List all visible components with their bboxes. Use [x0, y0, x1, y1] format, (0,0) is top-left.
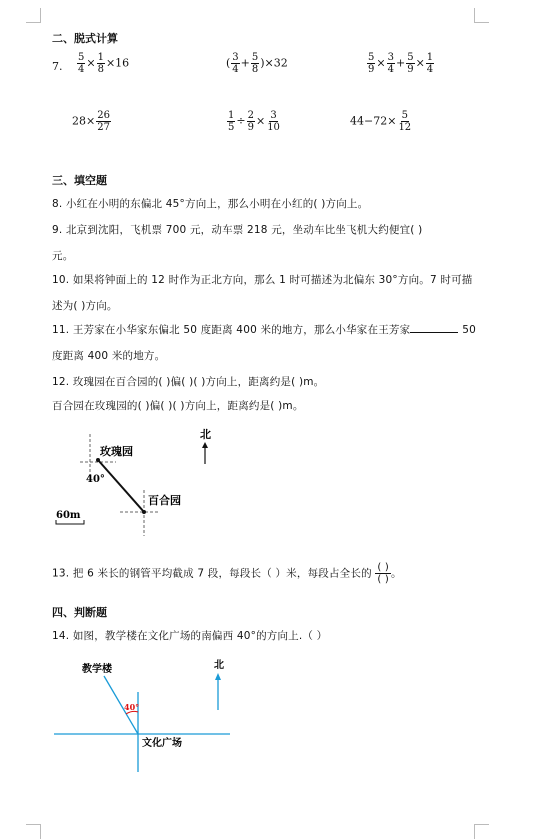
expression-4: 28× $\frac{26}{27}$: [72, 110, 110, 133]
crop-mark: [26, 8, 41, 23]
question-11-line1: 11. 王芳家在小华家东偏北 50 度距离 400 米的地方，那么小华家在王芳家 50: [52, 324, 477, 336]
question-11-line2: 度距离 400 米的地方。: [52, 350, 166, 362]
question-12-line1: 12. 玫瑰园在百合园的( )偏( )( )方向上，距离约是( )m。: [52, 376, 325, 388]
label-plaza: 文化广场: [142, 738, 182, 749]
question-number: 7.: [52, 60, 63, 73]
north-arrow-head: [215, 673, 221, 680]
label-angle: 40°: [86, 474, 105, 485]
figure-12: [52, 420, 222, 540]
label-rose: 玫瑰园: [100, 445, 133, 458]
question-13: 13. 把 6 米长的钢管平均截成 7 段，每段长（ ）米，每段占全长的 $\frac{( )}{( )}$ 。: [52, 562, 402, 585]
section-title: 三、填空题: [52, 174, 107, 187]
expression-3: $\frac{5}{9}$ × $\frac{3}{4}$ + $\frac{5}{9}$ × $\frac{1}{4}$: [368, 52, 434, 75]
section-title: 二、脱式计算: [52, 32, 118, 45]
label-angle: 40°: [124, 702, 140, 712]
crop-mark: [26, 824, 41, 839]
rose-point: [96, 458, 100, 462]
expression-1: $\frac{5}{4}$ × $\frac{1}{8}$ ×16: [78, 52, 130, 75]
expression-2: ( $\frac{3}{4}$ + $\frac{5}{8}$ )×32: [226, 52, 288, 75]
question-10-line1: 10. 如果将钟面上的 12 时作为正北方向，那么 1 时可描述为北偏东 30°方向。7 时可描: [52, 274, 473, 286]
answer-blank[interactable]: [410, 332, 458, 333]
crop-mark: [474, 8, 489, 23]
expression-5: $\frac{1}{5}$ ÷ $\frac{2}{9}$ × $\frac{3}{10}$: [228, 110, 280, 133]
section-title: 四、判断题: [52, 606, 107, 619]
label-lily: 百合园: [148, 494, 181, 507]
label-scale: 60m: [56, 510, 81, 521]
label-north: 北: [214, 660, 224, 671]
north-arrow-head: [202, 442, 208, 448]
figure-14: [52, 652, 242, 777]
connecting-line: [98, 460, 144, 512]
label-north: 北: [200, 428, 211, 441]
expression-6: 44−72× $\frac{5}{12}$: [350, 110, 412, 133]
question-8: 8. 小红在小明的东偏北 45°方向上，那么小明在小红的( )方向上。: [52, 198, 369, 210]
lily-point: [142, 510, 146, 514]
answer-fraction[interactable]: $\frac{( )}{( )}$: [377, 562, 389, 585]
label-school: 教学楼: [82, 664, 112, 675]
question-9-line1: 9. 北京到沈阳，飞机票 700 元，动车票 218 元，坐动车比坐飞机大约便宜( ): [52, 224, 423, 236]
question-12-line2: 百合园在玫瑰园的( )偏( )( )方向上，距离约是( )m。: [52, 400, 304, 412]
question-10-line2: 述为( )方向。: [52, 300, 118, 312]
question-9-line2: 元。: [52, 250, 74, 262]
question-14: 14. 如图，教学楼在文化广场的南偏西 40°的方向上.（ ）: [52, 630, 328, 642]
crop-mark: [474, 824, 489, 839]
